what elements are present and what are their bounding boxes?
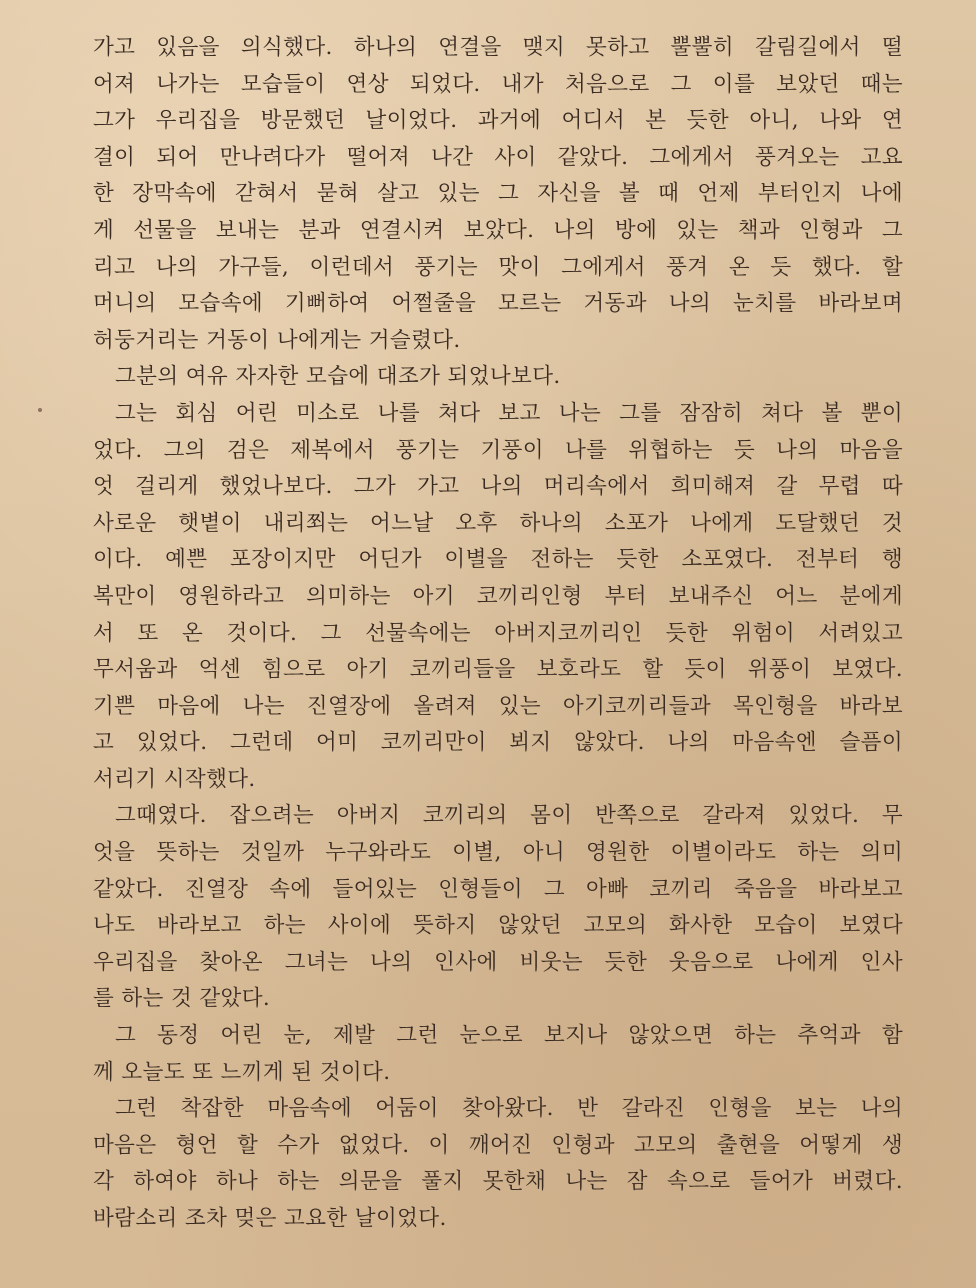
text-line: 그가 우리집을 방문했던 날이었다. 과거에 어디서 본 듯한 아니, 나와 연	[93, 108, 903, 134]
text-line: 었다. 그의 검은 제복에서 풍기는 기풍이 나를 위협하는 듯 나의 마음을	[93, 437, 903, 463]
text-line: 엇을 뜻하는 것일까 누구와라도 이별, 아니 영원한 이별이라도 하는 의미	[93, 840, 903, 866]
text-line: 기쁜 마음에 나는 진열장에 올려져 있는 아기코끼리들과 목인형을 바라보	[93, 693, 903, 719]
text-line: 바람소리 조차 멎은 고요한 날이었다.	[93, 1206, 447, 1231]
text-line: 리고 나의 가구들, 이런데서 풍기는 맛이 그에게서 풍겨 온 듯 했다. 할	[93, 254, 903, 280]
text-line: 그 동정 어린 눈, 제발 그런 눈으로 보지나 않았으면 하는 추억과 함	[115, 1023, 903, 1049]
text-line: 결이 되어 만나려다가 떨어져 나간 사이 같았다. 그에게서 풍겨오는 고요	[93, 144, 903, 170]
text-line: 나도 바라보고 하는 사이에 뜻하지 않았던 고모의 화사한 모습이 보였다	[93, 913, 903, 939]
text-line: 그런 착잡한 마음속에 어둠이 찾아왔다. 반 갈라진 인형을 보는 나의	[115, 1096, 903, 1122]
text-line: 한 장막속에 갇혀서 묻혀 살고 있는 그 자신을 볼 때 언제 부터인지 나에	[93, 181, 903, 207]
text-line: 마음은 형언 할 수가 없었다. 이 깨어진 인형과 고모의 출현을 어떻게 생	[93, 1132, 903, 1158]
text-line: 각 하여야 하나 하는 의문을 풀지 못한채 나는 잠 속으로 들어가 버렸다.	[93, 1169, 903, 1195]
text-line: 게 선물을 보내는 분과 연결시켜 보았다. 나의 방에 있는 책과 인형과 그	[93, 217, 903, 243]
text-line: 그는 회심 어린 미소로 나를 쳐다 보고 나는 그를 잠잠히 쳐다 볼 뿐이	[115, 400, 903, 426]
text-line: 복만이 영원하라고 의미하는 아기 코끼리인형 부터 보내주신 어느 분에게	[93, 583, 903, 609]
text-line: 를 하는 것 같았다.	[93, 986, 271, 1012]
text-line: 서리기 시작했다.	[93, 766, 256, 792]
text-line: 허둥거리는 거동이 나에게는 거슬렸다.	[93, 327, 461, 353]
text-line: 우리집을 찾아온 그녀는 나의 인사에 비웃는 듯한 웃음으로 나에게 인사	[93, 949, 903, 975]
text-line: 머니의 모습속에 기뻐하여 어쩔줄을 모르는 거동과 나의 눈치를 바라보며	[93, 291, 903, 317]
body-text	[93, 30, 903, 1238]
text-line: 고 있었다. 그런데 어미 코끼리만이 뵈지 않았다. 나의 마음속엔 슬픔이	[93, 730, 903, 756]
text-line: 어져 나가는 모습들이 연상 되었다. 내가 처음으로 그 이를 보았던 때는	[93, 71, 903, 97]
text-line: 그분의 여유 자자한 모습에 대조가 되었나보다.	[115, 364, 561, 390]
text-line: 그때였다. 잡으려는 아버지 코끼리의 몸이 반쪽으로 갈라져 있었다. 무	[115, 803, 903, 829]
text-line: 이다. 예쁜 포장이지만 어딘가 이별을 전하는 듯한 소포였다. 전부터 행	[93, 547, 903, 573]
text-line: 서 또 온 것이다. 그 선물속에는 아버지코끼리인 듯한 위험이 서려있고	[93, 620, 903, 646]
text-line: 엇 걸리게 했었나보다. 그가 가고 나의 머리속에서 희미해져 갈 무렵 따	[93, 474, 903, 500]
text-line: 같았다. 진열장 속에 들어있는 인형들이 그 아빠 코끼리 죽음을 바라보고	[93, 876, 903, 902]
text-line: 가고 있음을 의식했다. 하나의 연결을 맺지 못하고 뿔뿔히 갈림길에서 떨	[93, 35, 903, 60]
text-line: 무서움과 억센 힘으로 아기 코끼리들을 보호라도 할 듯이 위풍이 보였다.	[93, 657, 903, 683]
text-line: 사로운 햇볕이 내리쬐는 어느날 오후 하나의 소포가 나에게 도달했던 것	[93, 510, 903, 536]
text-line: 께 오늘도 또 느끼게 된 것이다.	[93, 1059, 391, 1085]
paper-speck	[38, 408, 42, 412]
